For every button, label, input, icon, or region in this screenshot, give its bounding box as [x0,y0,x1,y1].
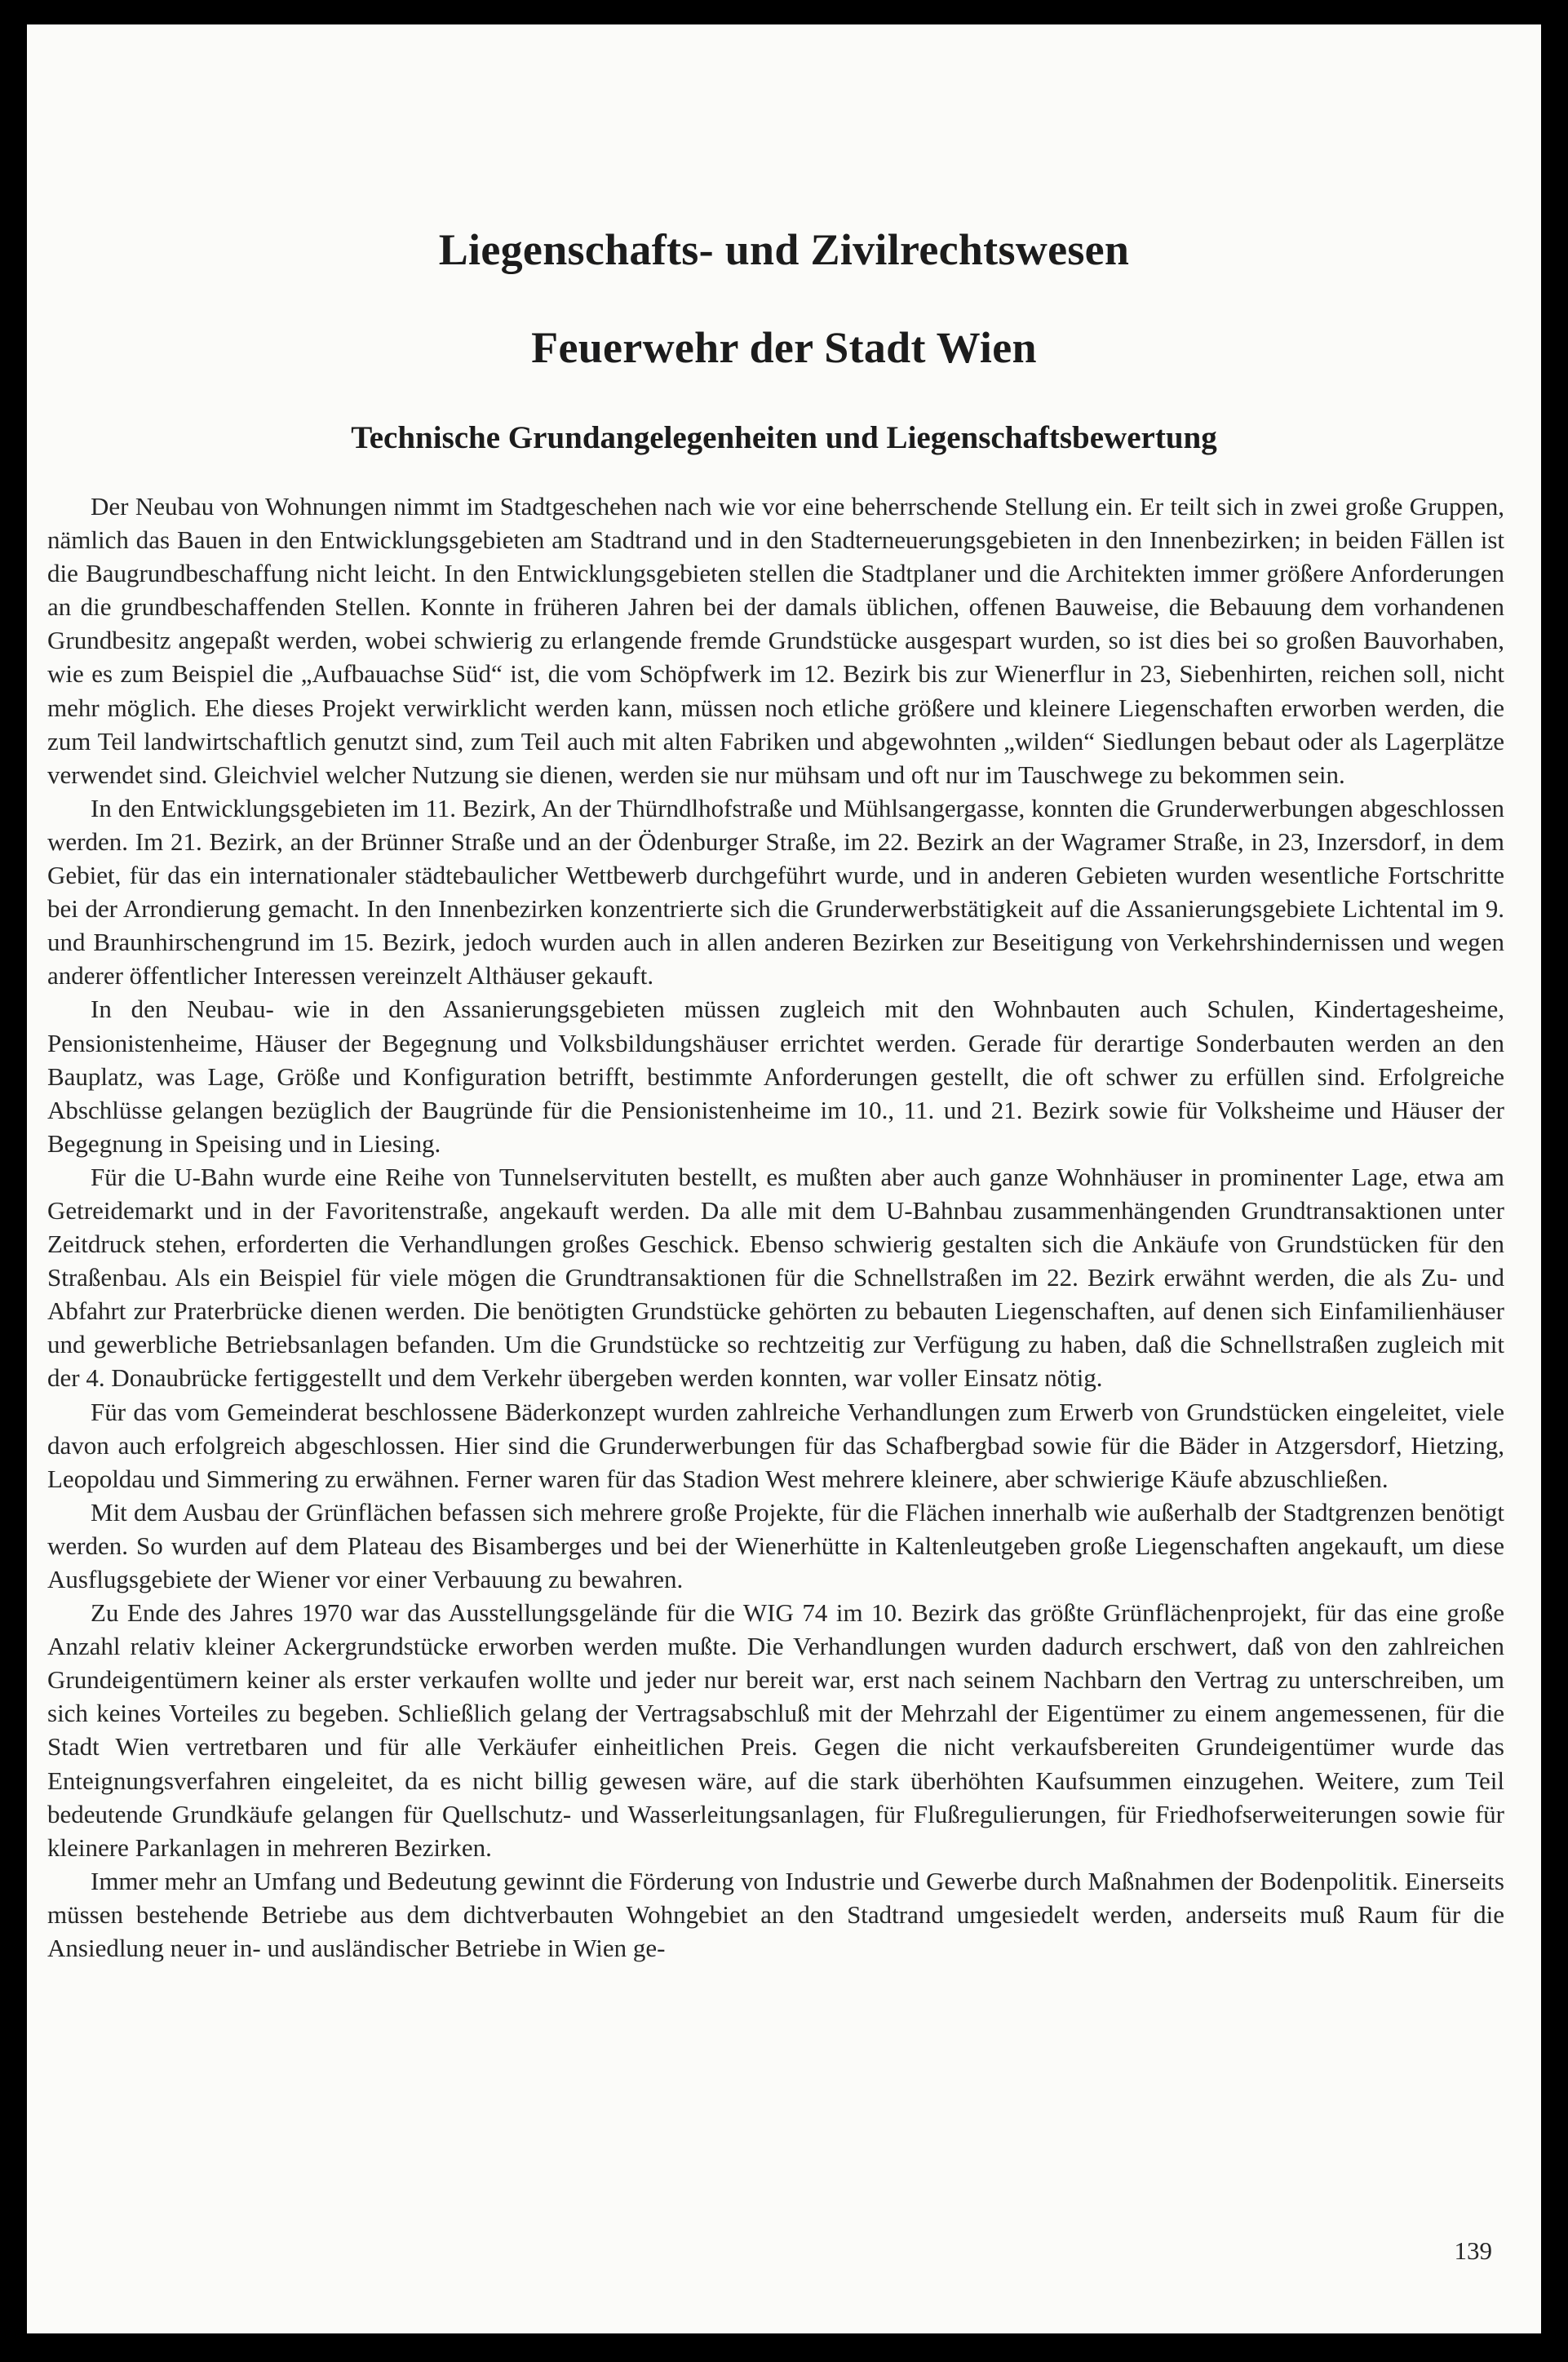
paragraph-6: Mit dem Ausbau der Grünflächen befassen sich mehrere große Projekte, für die Flächen innerhalb wie außerhalb der Stadtgrenzen benötigt werden. So wurden auf dem Plateau des Bisamberges und bei der Wienerhütte in Kaltenleutgeben große Liegenschaften angekauft, um diese Ausflugsgebiete der Wiener vor einer Verbauung zu bewahren. [47,1497,1504,1593]
page-title: Liegenschafts- und Zivilrechtswesen [438,225,1130,274]
section-heading: Technische Grundangelegenheiten und Liegenschaftsbewertung [351,420,1217,455]
body-text [47,490,1504,1965]
page-subtitle: Feuerwehr der Stadt Wien [531,323,1037,372]
paragraph-5: Für das vom Gemeinderat beschlossene Bäderkonzept wurden zahlreiche Verhandlungen zum Erwerb von Grundstücken eingeleitet, viele davon auch erfolgreich abgeschlossen. Hier sind die Grunderwerbungen für das Schafbergbad sowie für die Bäder in Atzgersdorf, Hietzing, Leopoldau und Simmering zu erwähnen. Ferner waren für das Stadion West mehrere kleinere, aber schwierige Käufe abzuschließen. [47,1397,1504,1493]
paragraph-7: Zu Ende des Jahres 1970 war das Ausstellungsgelände für die WIG 74 im 10. Bezirk das größte Grünflächenprojekt, für das eine große Anzahl relativ kleiner Ackergrundstücke erworben werden mußte. Die Verhandlungen wurden dadurch erschwert, daß von den zahlreichen Grundeigentümern keiner als erster verkaufen wollte und jeder nur bereit war, erst nach seinem Nachbarn den Vertrag zu unterschreiben, um sich keines Vorteiles zu begeben. Schließlich gelang der Vertragsabschluß mit der Mehrzahl der Eigentümer zu einem angemessenen, für die Stadt Wien vertretbaren und für alle Verkäufer einheitlichen Preis. Gegen die nicht verkaufsbereiten Grundeigentümer wurde das Enteignungsverfahren eingeleitet, da es nicht billig gewesen wäre, auf die stark überhöhten Kaufsummen einzugehen. Weitere, zum Teil bedeutende Grundkäufe gelangen für Quellschutz- und Wasserleitungsanlagen, für Flußregulierungen, für Friedhofserweiterungen sowie für kleinere Parkanlagen in mehreren Bezirken. [47,1598,1504,1862]
paragraph-3: In den Neubau- wie in den Assanierungsgebieten müssen zugleich mit den Wohnbauten auch Schulen, Kindertagesheime, Pensionistenheime, Häuser der Begegnung und Volksbildungshäuser errichtet werden. Gerade für derartige Sonderbauten werden an den Bauplatz, was Lage, Größe und Konfiguration betrifft, bestimmte Anforderungen gestellt, die oft schwer zu erfüllen sind. Erfolgreiche Abschlüsse gelangen bezüglich der Baugründe für die Pensionistenheime im 10., 11. und 21. Bezirk sowie für Volksheime und Häuser der Begegnung in Speising und in Liesing. [47,995,1504,1158]
document-page [27,24,1541,2333]
paragraph-8: Immer mehr an Umfang und Bedeutung gewinnt die Förderung von Industrie und Gewerbe durch Maßnahmen der Bodenpolitik. Einerseits müssen bestehende Betriebe aus dem dichtverbauten Wohngebiet an den Stadtrand umgesiedelt werden, anderseits muß Raum für die Ansiedlung neuer in- und ausländischer Betriebe in Wien ge- [47,1866,1504,1963]
page-number: 139 [1454,2236,1492,2265]
paragraph-4: Für die U-Bahn wurde eine Reihe von Tunnelservituten bestellt, es mußten aber auch ganze Wohnhäuser in prominenter Lage, etwa am Getreidemarkt und in der Favoritenstraße, angekauft werden. Da alle mit dem U-Bahnbau zusammenhängenden Grundtransaktionen unter Zeitdruck stehen, erforderten die Verhandlungen großes Geschick. Ebenso schwierig gestalten sich die Ankäufe von Grundstücken für den Straßenbau. Als ein Beispiel für viele mögen die Grundtransaktionen für die Schnellstraßen im 22. Bezirk erwähnt werden, die als Zu- und Abfahrt zur Praterbrücke dienen werden. Die benötigten Grundstücke gehörten zu bebauten Liegenschaften, auf denen sich Einfamilienhäuser und gewerbliche Betriebsanlagen befanden. Um die Grundstücke so rechtzeitig zur Verfügung zu haben, daß die Schnellstraßen zugleich mit der 4. Donaubrücke fertiggestellt und dem Verkehr übergeben werden konnten, war voller Einsatz nötig. [47,1162,1504,1393]
paragraph-1: Der Neubau von Wohnungen nimmt im Stadtgeschehen nach wie vor eine beherrschende Stellung ein. Er teilt sich in zwei große Gruppen, nämlich das Bauen in den Entwicklungsgebieten am Stadtrand und in den Stadterneuerungsgebieten in den Innenbezirken; in beiden Fällen ist die Baugrundbeschaffung nicht leicht. In den Entwicklungsgebieten stellen die Stadtplaner und die Architekten immer größere Anforderungen an die grundbeschaffenden Stellen. Konnte in früheren Jahren bei der damals üblichen, offenen Bauweise, die Bebauung dem vorhandenen Grundbesitz angepaßt werden, wobei schwierig zu erlangende fremde Grundstücke ausgespart wurden, so ist dies bei so großen Bauvorhaben, wie es zum Beispiel die „Aufbauachse Süd“ ist, die vom Schöpfwerk im 12. Bezirk bis zur Wienerflur in 23, Siebenhirten, reichen soll, nicht mehr möglich. Ehe dieses Projekt verwirklicht werden kann, müssen noch etliche größere und kleinere Liegenschaften erworben werden, die zum Teil landwirtschaftlich genutzt sind, zum Teil auch mit alten Fabriken und abgewohnten „wilden“ Siedlungen bebaut oder als Lagerplätze verwendet sind. Gleichviel welcher Nutzung sie dienen, werden sie nur mühsam und oft nur im Tauschwege zu bekommen sein. [47,492,1504,789]
paragraph-2: In den Entwicklungsgebieten im 11. Bezirk, An der Thürndlhofstraße und Mühlsangergasse, konnten die Grunderwerbungen abgeschlossen werden. Im 21. Bezirk, an der Brünner Straße und an der Ödenburger Straße, im 22. Bezirk an der Wagramer Straße, in 23, Inzersdorf, in dem Gebiet, für das ein internationaler städtebaulicher Wettbewerb durchgeführt wurde, und in anderen Gebieten wurden wesentliche Fortschritte bei der Arrondierung gemacht. In den Innenbezirken konzentrierte sich die Grunderwerbstätigkeit auf die Assanierungsgebiete Lichtental im 9. und Braunhirschengrund im 15. Bezirk, jedoch wurden auch in allen anderen Bezirken zur Beseitigung von Verkehrshindernissen und wegen anderer öffentlicher Interessen vereinzelt Althäuser gekauft. [47,793,1504,990]
